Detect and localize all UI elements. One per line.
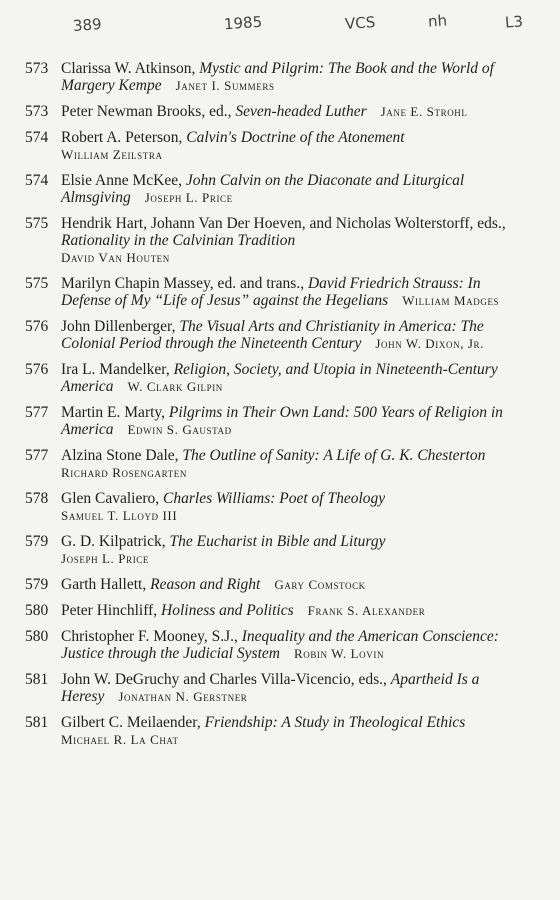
list-item — [0, 172, 560, 206]
page-number: 574 — [25, 172, 49, 189]
page-number: 573 — [25, 60, 49, 77]
book-title: Seven-headed Luther — [235, 103, 367, 120]
book-title: The Outline of Sanity: A Life of G. K. Chesterton — [182, 447, 486, 464]
book-title: Pilgrims in Their Own Land: 500 Years of Religion in America — [61, 404, 503, 438]
book-title: David Friedrich Strauss: In Defense of My “Life of Jesus” against the Hegelians — [61, 275, 481, 309]
reviewer-name: William Zeilstra — [61, 147, 163, 162]
list-item — [0, 576, 560, 593]
list-item — [0, 628, 560, 662]
author-text: Elsie Anne McKee, — [61, 172, 186, 189]
author-text: John W. DeGruchy and Charles Villa-Vicencio, eds., — [61, 671, 391, 688]
page-number: 580 — [25, 602, 49, 619]
handwritten-note: 1985 — [223, 12, 263, 34]
author-text: Hendrik Hart, Johann Van Der Hoeven, and Nicholas Wolterstorff, eds., — [61, 215, 506, 232]
reviewer-name: Edwin S. Gaustad — [127, 422, 232, 437]
author-text: Clarissa W. Atkinson, — [61, 60, 200, 77]
page-number: 578 — [25, 490, 49, 507]
page-number: 576 — [25, 318, 49, 335]
reviewer-name: Janet I. Summers — [175, 78, 275, 93]
book-title: The Eucharist in Bible and Liturgy — [169, 533, 386, 550]
book-title: Calvin's Doctrine of the Atonement — [186, 129, 405, 146]
reviewer-name: David Van Houten — [61, 250, 170, 265]
reviewer-name: Robin W. Lovin — [293, 646, 385, 661]
list-item — [0, 103, 560, 120]
reviewer-name: Michael R. La Chat — [61, 732, 179, 747]
author-text: Glen Cavaliero, — [61, 490, 164, 507]
book-title: Rationality in the Calvinian Tradition — [61, 232, 296, 249]
reviewer-name: Samuel T. Lloyd III — [61, 508, 178, 523]
page-number: 579 — [25, 576, 49, 593]
list-item — [0, 533, 560, 567]
book-title: Holiness and Politics — [161, 602, 294, 619]
author-text: Gilbert C. Meilaender, — [61, 714, 205, 731]
page-number: 577 — [25, 404, 49, 421]
list-item — [0, 714, 560, 748]
page-number: 581 — [25, 671, 49, 688]
list-item — [0, 490, 560, 524]
page-number: 575 — [25, 275, 49, 292]
book-title: Religion, Society, and Utopia in Nineteenth-Century America — [61, 361, 498, 395]
reviewer-name: John W. Dixon, Jr. — [375, 336, 485, 351]
book-title: The Visual Arts and Christianity in America: The Colonial Period through the Nineteenth Century — [61, 318, 484, 352]
book-title: Inequality and the American Conscience: Justice through the Judicial System — [61, 628, 499, 662]
list-item — [0, 215, 560, 266]
reviewer-name: Frank S. Alexander — [307, 603, 426, 618]
author-text: Alzina Stone Dale, — [61, 447, 183, 464]
page-number: 577 — [25, 447, 49, 464]
list-item — [0, 275, 560, 309]
page-number: 581 — [25, 714, 49, 731]
author-text: Robert A. Peterson, — [61, 129, 187, 146]
handwritten-note: L3 — [504, 12, 524, 32]
author-text: G. D. Kilpatrick, — [61, 533, 170, 550]
reviewer-name: Gary Comstock — [274, 577, 366, 592]
list-item — [0, 602, 560, 619]
handwritten-note: nh — [427, 11, 448, 31]
reviewer-name: Jonathan N. Gerstner — [118, 689, 248, 704]
list-item — [0, 447, 560, 481]
page-number: 574 — [25, 129, 49, 146]
book-title: John Calvin on the Diaconate and Liturgical Almsgiving — [61, 172, 465, 206]
author-text: John Dillenberger, — [61, 318, 180, 335]
reviewer-name: Joseph L. Price — [144, 190, 233, 205]
list-item — [0, 671, 560, 705]
page-number: 580 — [25, 628, 49, 645]
page-number: 579 — [25, 533, 49, 550]
book-title: Mystic and Pilgrim: The Book and the World of Margery Kempe — [61, 60, 494, 94]
list-item — [0, 318, 560, 352]
list-item — [0, 404, 560, 438]
book-title: Apartheid Is a Heresy — [61, 671, 480, 705]
book-title: Friendship: A Study in Theological Ethics — [204, 714, 466, 731]
page-number: 575 — [25, 215, 49, 232]
reviewer-name: W. Clark Gilpin — [127, 379, 223, 394]
review-entries-list — [0, 60, 560, 757]
reviewer-name: Jane E. Strohl — [380, 104, 468, 119]
reviewer-name: William Madges — [402, 293, 500, 308]
author-text: Marilyn Chapin Massey, ed. and trans., — [61, 275, 308, 292]
author-text: Ira L. Mandelker, — [61, 361, 174, 378]
author-text: Garth Hallett, — [61, 576, 151, 593]
author-text: Martin E. Marty, — [61, 404, 169, 421]
page-number: 576 — [25, 361, 49, 378]
list-item — [0, 361, 560, 395]
list-item — [0, 129, 560, 163]
book-title: Charles Williams: Poet of Theology — [163, 490, 386, 507]
handwritten-notes — [0, 8, 560, 42]
list-item — [0, 60, 560, 94]
handwritten-note: VCS — [344, 12, 376, 34]
handwritten-note: 389 — [72, 15, 103, 35]
author-text: Peter Hinchliff, — [61, 602, 162, 619]
author-text: Peter Newman Brooks, ed., — [61, 103, 236, 120]
page-number: 573 — [25, 103, 49, 120]
author-text: Christopher F. Mooney, S.J., — [61, 628, 242, 645]
reviewer-name: Joseph L. Price — [61, 551, 149, 566]
book-title: Reason and Right — [150, 576, 261, 593]
reviewer-name: Richard Rosengarten — [61, 465, 187, 480]
